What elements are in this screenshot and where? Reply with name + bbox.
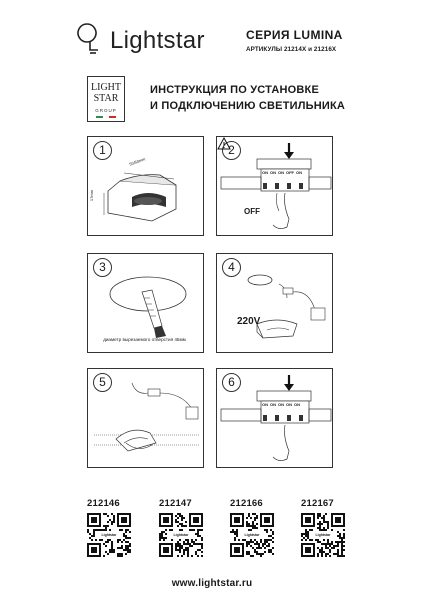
switch-label: ON [262, 170, 268, 175]
series-title: СЕРИЯ LUMINA [246, 28, 343, 42]
switch-label: ON [270, 170, 276, 175]
product-code: 212167 [301, 498, 334, 509]
header [0, 0, 424, 70]
italian-flag [96, 116, 116, 118]
badge-group-text: GROUP [95, 108, 117, 113]
step-number: 3 [93, 258, 112, 277]
qr-brand-label: Lightstar [95, 531, 123, 539]
qr-code[interactable] [87, 513, 131, 557]
bulb-icon [76, 20, 108, 56]
step-number: 6 [222, 373, 241, 392]
dimension-label: 50/50mm [128, 156, 147, 167]
switch-label: ON [278, 402, 284, 407]
step-number: 5 [93, 373, 112, 392]
brand-logo[interactable] [76, 20, 226, 56]
qr-code[interactable] [301, 513, 345, 557]
step-panel-4 [216, 253, 333, 353]
product-code: 212166 [230, 498, 263, 509]
step-number: 4 [222, 258, 241, 277]
step-panel-5 [87, 368, 204, 468]
off-label: OFF [244, 207, 260, 216]
flag-stripe [103, 116, 110, 118]
article-numbers: АРТИКУЛЫ 21214X и 21216X [246, 46, 337, 53]
switch-label: ON [270, 402, 276, 407]
cutout-diameter-note: диаметр вырезаемого отверстия 45мм [103, 337, 186, 342]
step-panel-6 [216, 368, 333, 468]
title-line: ИНСТРУКЦИЯ ПО УСТАНОВКЕ [150, 84, 319, 96]
brand-name: Lightstar [110, 27, 205, 54]
title-line: И ПОДКЛЮЧЕНИЮ СВЕТИЛЬНИКА [150, 100, 346, 112]
switch-label: ON [294, 402, 300, 407]
website-link[interactable]: www.lightstar.ru [171, 578, 253, 589]
badge-line: LIGHT [91, 82, 121, 93]
step-panel-3 [87, 253, 204, 353]
flag-stripe [109, 116, 116, 118]
step-panel-1 [87, 136, 204, 236]
step-panel-2 [216, 136, 333, 236]
switch-label: ON [262, 402, 268, 407]
switch-label: ON [286, 402, 292, 407]
badge-line: STAR [93, 93, 119, 104]
product-code: 212146 [87, 498, 120, 509]
lightstar-group-badge [87, 76, 125, 122]
switch-label: ON [296, 170, 302, 175]
qr-brand-label: Lightstar [309, 531, 337, 539]
voltage-label: 220V [237, 316, 261, 327]
switch-label: ON [278, 170, 284, 175]
product-code: 212147 [159, 498, 192, 509]
switch-labels [262, 170, 302, 175]
warning-icon [217, 137, 231, 150]
instruction-title [150, 82, 345, 114]
step-number: 1 [93, 141, 112, 160]
qr-code[interactable] [159, 513, 203, 557]
switch-label: OFF [286, 170, 294, 175]
step-number: 2 [222, 141, 241, 160]
switch-labels [262, 402, 300, 407]
qr-brand-label: Lightstar [238, 531, 266, 539]
dimension-label: 17mm [89, 189, 95, 202]
qr-brand-label: Lightstar [167, 531, 195, 539]
flag-stripe [96, 116, 103, 118]
qr-code[interactable] [230, 513, 274, 557]
